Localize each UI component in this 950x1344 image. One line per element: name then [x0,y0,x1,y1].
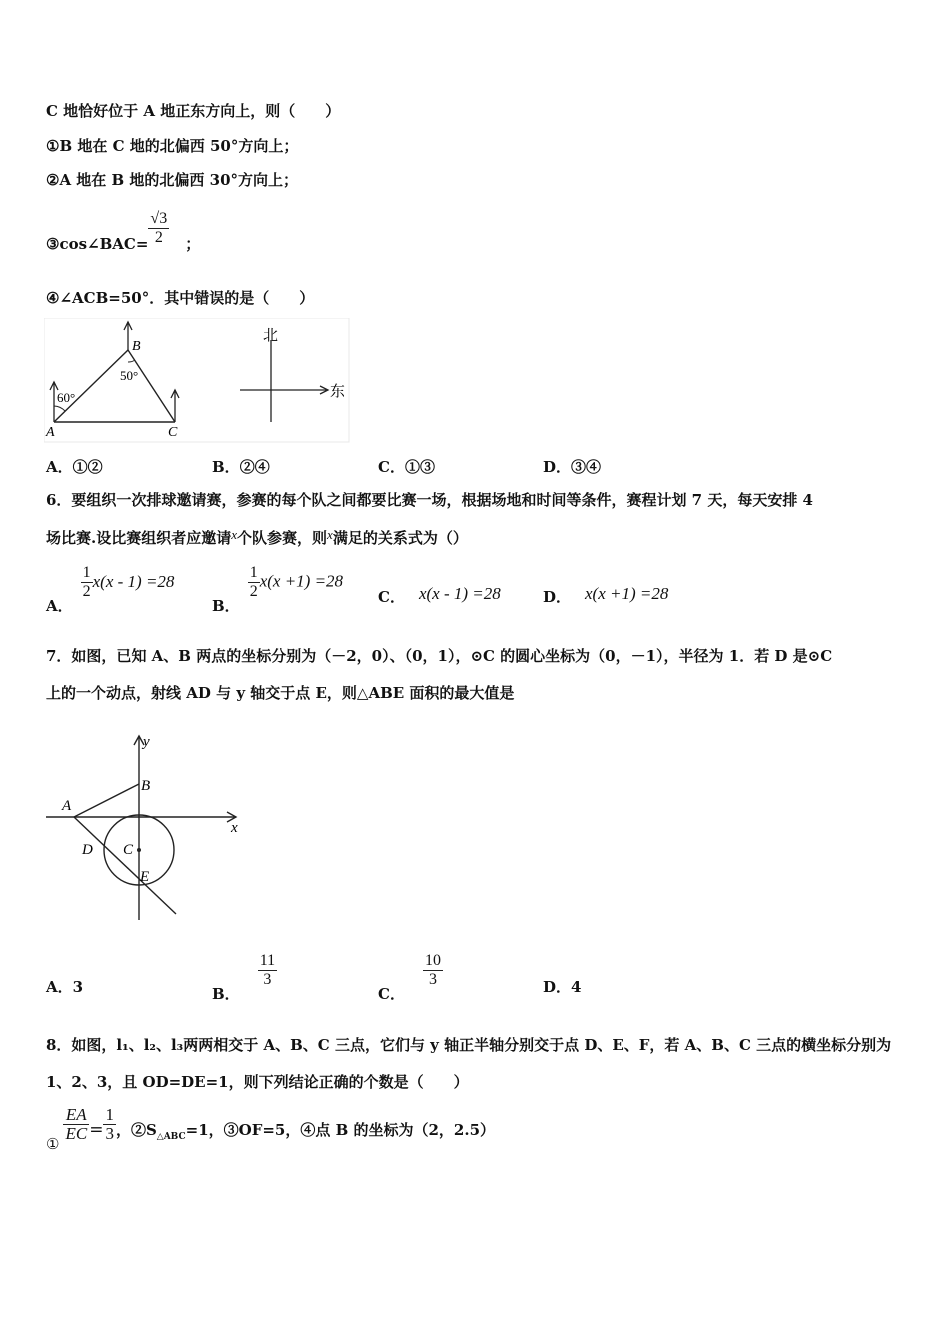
q5-option-a: A．①② [46,458,103,476]
q8-conclusions: ① $\frac{EA}{EC}$ = $\frac{1}{3}$ ，$②S_{\triangle ABC}=1$，③OF=5，④点 B 的坐标为（2，2.5） [46,1105,496,1153]
q5-s3-fraction [148,210,169,247]
q5-option-b: B．②④ [212,458,270,476]
q7-option-d: D．4 [543,978,582,996]
q5-s3-prefix: ③cos∠BAC= [46,234,149,253]
segment-ab [74,784,139,817]
label-c: C [123,842,134,858]
ray-ad [74,817,176,914]
q5-option-c: C．①③ [378,458,435,476]
q8-ea: EA [63,1106,89,1125]
q7-line2: 上的一个动点，射线 AD 与 y 轴交于点 E，则△ABE 面积的最大值是 [46,684,515,702]
label-e: E [140,869,150,885]
q8-conclusion-1-marker: ① [46,1134,60,1153]
q5-statement-2: ②A 地在 B 地的北偏西 30°方向上； [46,171,299,189]
center-c-dot [137,848,141,852]
q7-figure [44,730,254,926]
q7-line1: 7．如图，已知 A、B 两点的坐标分别为（－2，0）、（0，1），⊙C 的圆心坐标为（0，－1），半径为 1．若 D 是⊙C [46,647,833,665]
q5-s3-numerator: √3 [150,210,168,227]
label-a: A [62,798,72,814]
q7-option-b: B． $\frac{11}{3}$ [212,952,276,1003]
label-b: B [132,339,141,354]
q5-statement-3 [46,210,201,253]
q6-line2: 场比赛.设比赛组织者应邀请x个队参赛，则x满足的关系式为（） [46,527,468,547]
q5-figure [44,318,354,444]
label-c: C [168,425,178,440]
q7-option-a: A．3 [46,978,84,996]
label-angle-50: 50° [120,368,139,383]
q8-ec: EC [65,1124,88,1143]
q8-line2: 1、2、3，且 OD=DE=1，则下列结论正确的个数是（ ） [46,1073,469,1091]
label-b: B [141,778,151,794]
label-x: x [231,820,238,836]
q5-statement-1: ①B 地在 C 地的北偏西 50°方向上； [46,137,299,155]
q5-option-d: D．③④ [543,458,602,476]
label-a: A [46,425,55,440]
label-angle-60: 60° [57,390,76,405]
q6-line1: 6．要组织一次排球邀请赛，参赛的每个队之间都要比赛一场，根据场地和时间等条件，赛程计划 7 天，每天安排 4 [46,491,813,509]
label-d: D [82,842,93,858]
q5-statement-4: ④∠ACB=50°．其中错误的是（ ） [46,289,315,307]
q6-option-b: B． $\frac{1}{2}$ x(x +1) =28 [212,564,344,615]
q6-option-c: C． x(x - 1) =28 [378,584,501,606]
label-y: y [143,734,150,750]
q5-figure-frame [44,318,349,442]
q5-line1: C 地恰好位于 A 地正东方向上，则（ ） [46,102,341,120]
q6-option-a: A． $\frac{1}{2}$ x(x - 1) =28 [46,564,175,615]
q8-line1: 8．如图，l₁、l₂、l₃两两相交于 A、B、C 三点，它们与 y 轴正半轴分别交于点 D、E、F，若 A、B、C 三点的横坐标分别为 [46,1036,892,1054]
q6-option-d: D． x(x +1) =28 [543,584,669,606]
q7-option-c: C． $\frac{10}{3}$ [378,952,441,1003]
compass-north-label: 北 [263,328,279,344]
q5-s3-denominator: 2 [154,229,163,246]
q5-s3-suffix: ； [185,234,201,253]
compass-east-label: 东 [330,384,346,400]
